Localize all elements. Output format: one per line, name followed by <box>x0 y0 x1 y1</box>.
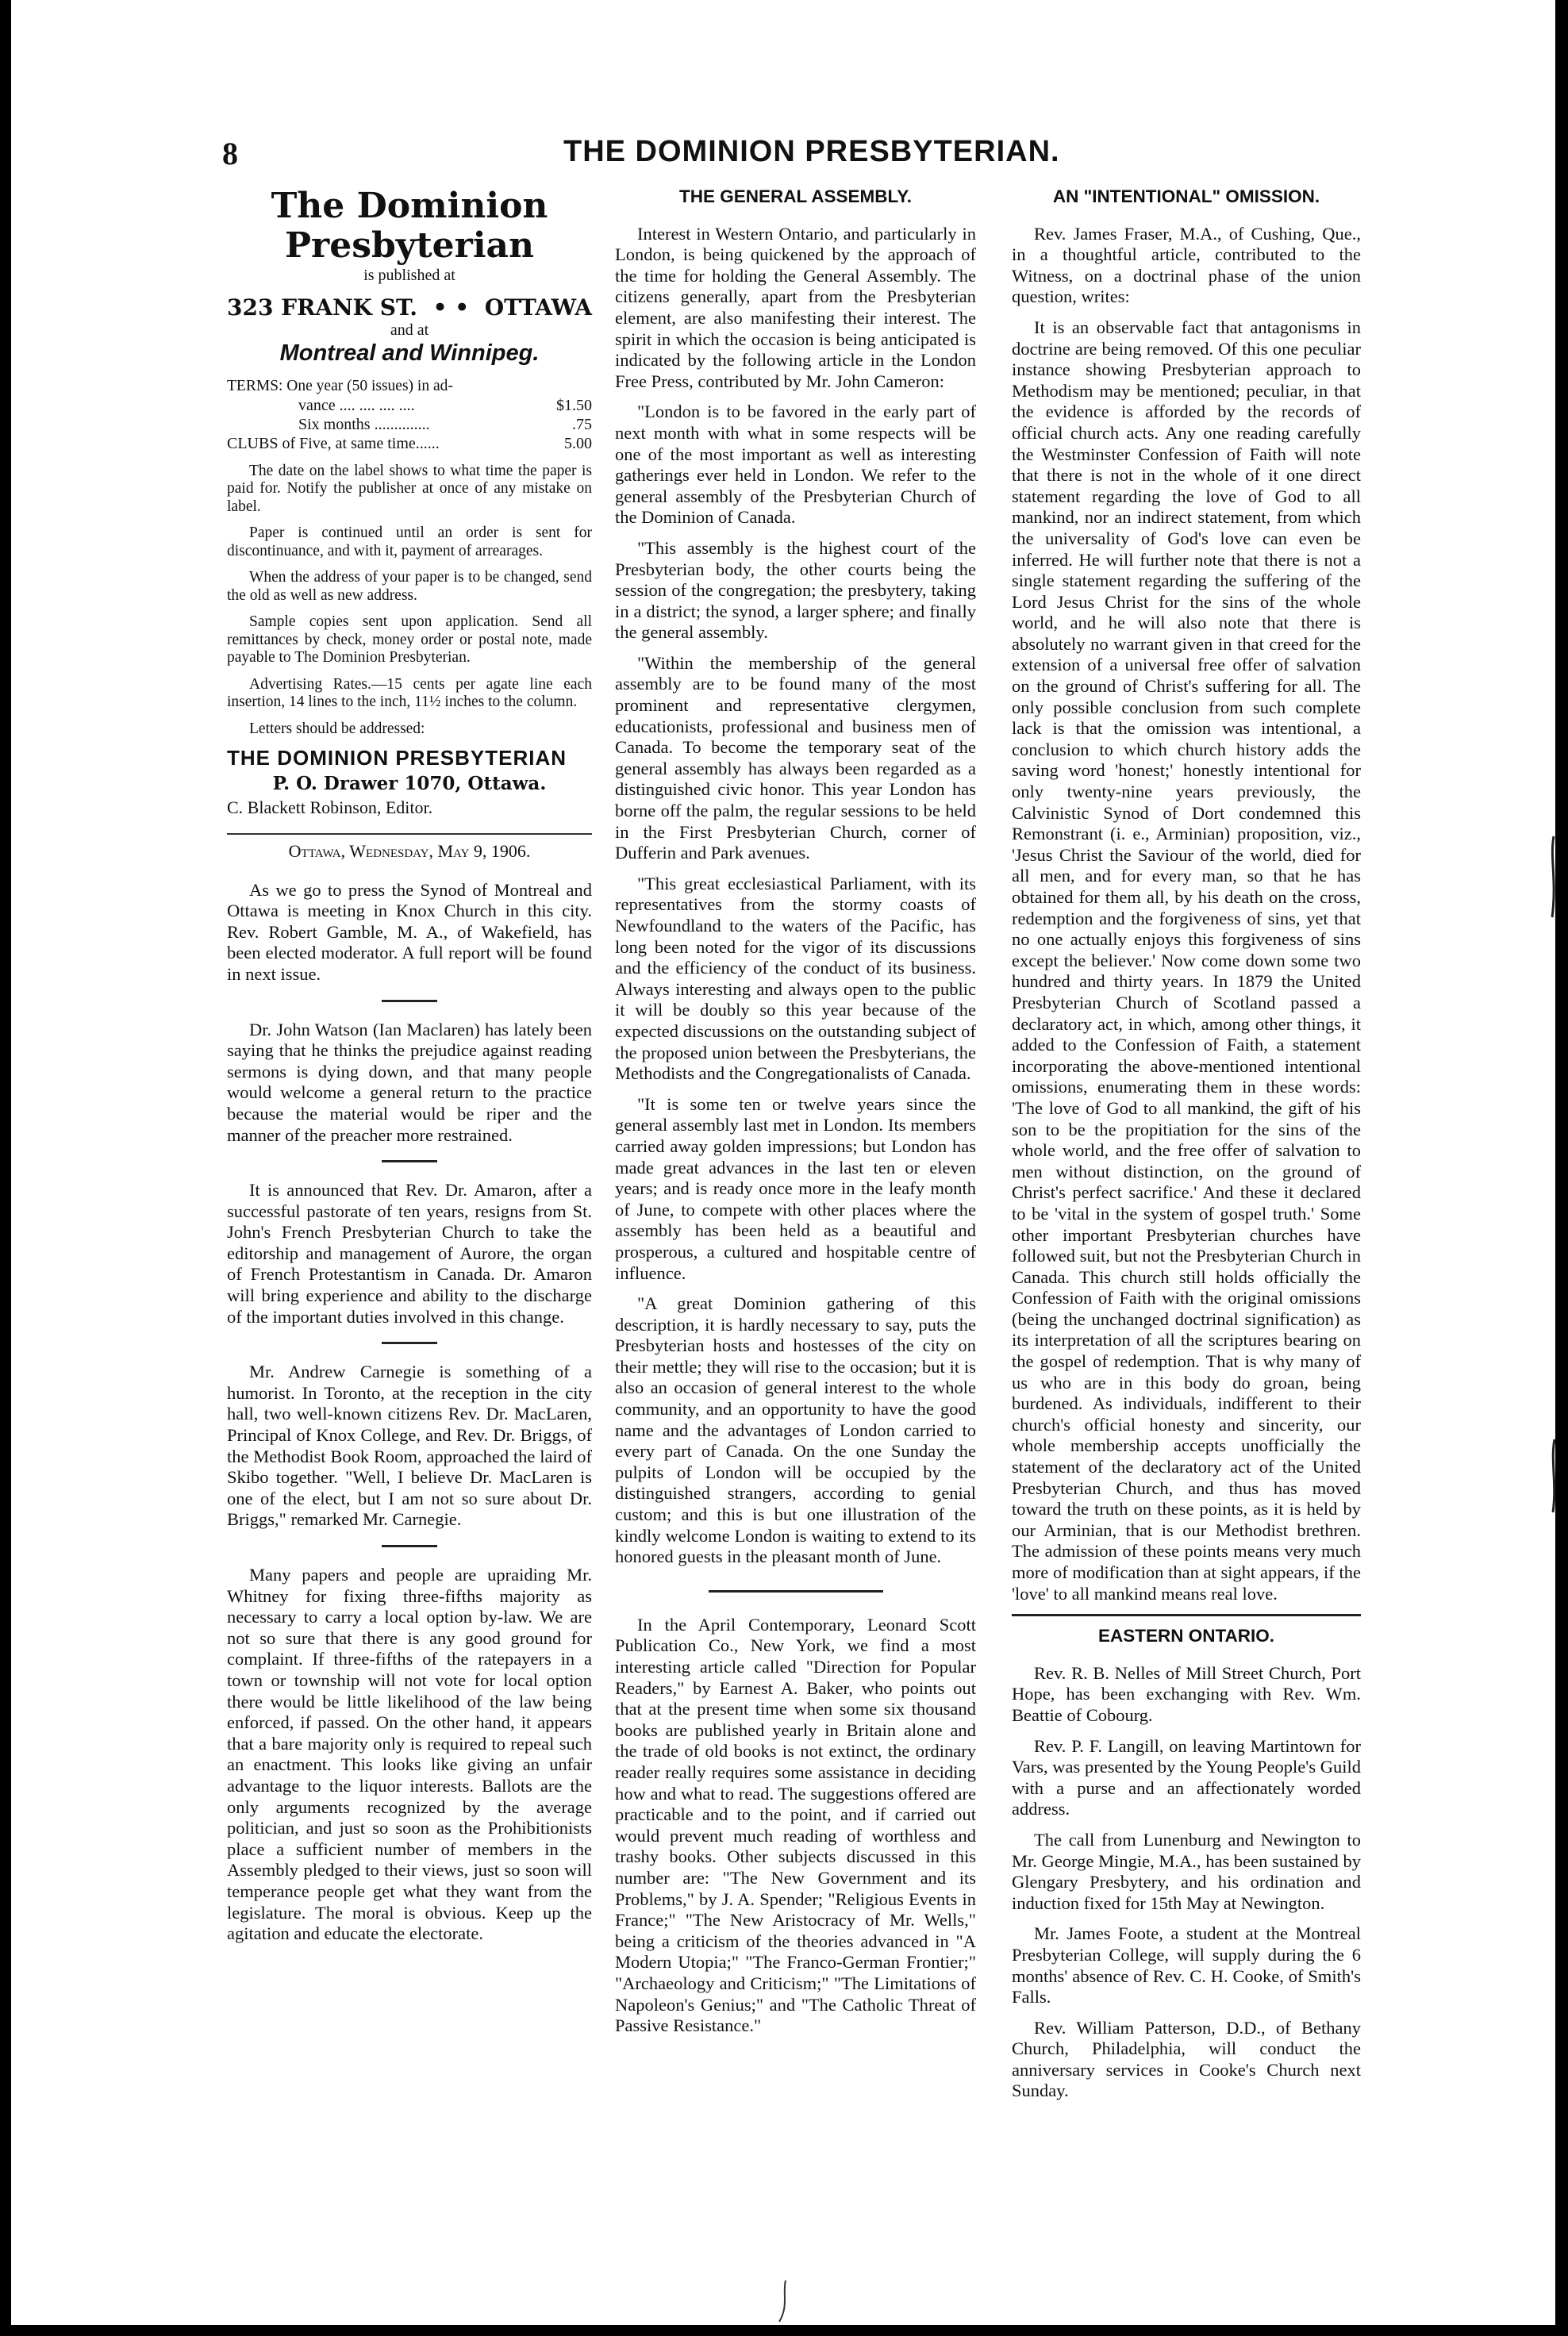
item-synod: As we go to press the Synod of Montreal and Ottawa is meeting in Knox Church in this city. Rev. Robert Gamble, M. A., of Wakefield, has been elected moderator. A full report will be found in next issue. <box>227 879 592 984</box>
column-right <box>1012 186 1361 2111</box>
eastern-item-patterson: Rev. William Patterson, D.D., of Bethany Church, Philadelphia, will conduct the anniversary services in Cooke's Church next Sunday. <box>1012 2017 1361 2101</box>
scan-border-right <box>1555 0 1568 2336</box>
terms-block <box>227 378 592 738</box>
terms-six-months-row <box>227 415 592 434</box>
assembly-quote-2: "This assembly is the highest court of the Presbyterian body, the other courts being the session of the congregation; the presbytery, taking in a district; the synod, a larger sphere; and finally the general assembly. <box>615 537 976 643</box>
terms-advance: vance .... .... .... .... <box>298 396 415 414</box>
omission-intro: Rev. James Fraser, M.A., of Cushing, Que., in a thoughtful article, contributed to the Witness, on a doctrinal phase of the union question, writes: <box>1012 223 1361 307</box>
heading-general-assembly: THE GENERAL ASSEMBLY. <box>679 186 912 206</box>
eastern-item-nelles: Rev. R. B. Nelles of Mill Street Church, Port Hope, has been exchanging with Rev. Wm. Beattie of Cobourg. <box>1012 1662 1361 1725</box>
assembly-quote-6: "A great Dominion gathering of this description, it is hardly necessary to say, puts the Presbyterian hosts and hostesses of the city on their mettle; they will rise to the occasion; but it is also an occasion of general interest to the whole community, and an opportunity to have the good name and the advantages of London carried to every part of Canada. On the one Sunday the pulpits of London will be occupied by the distinguished strangers, according to genial custom; and this is but one illustration of the kindly welcome London is waiting to extend to its honored guests in the pleasant month of June. <box>615 1293 976 1567</box>
terms-six-months: Six months .............. <box>298 415 430 433</box>
masthead-cities: Montreal and Winnipeg. <box>279 340 540 366</box>
paper-title: THE DOMINION PRESBYTERIAN. <box>563 135 1060 168</box>
issue-dateline: Ottawa, Wednesday, May 9, 1906. <box>227 833 592 863</box>
terms-advance-row <box>227 396 592 415</box>
terms-clubs: CLUBS of Five, at same time...... <box>227 434 440 452</box>
terms-six-months-price: .75 <box>572 415 592 433</box>
eastern-item-langill: Rev. P. F. Langill, on leaving Martintown for Vars, was presented by the Young People's Guild with a purse and an affectionately worded address. <box>1012 1735 1361 1819</box>
scan-border-left <box>0 0 11 2336</box>
column-left <box>227 186 592 1954</box>
ink-stroke-icon <box>762 2277 809 2325</box>
divider <box>382 1000 437 1002</box>
publisher-editor: C. Blackett Robinson, Editor. <box>227 797 433 818</box>
masthead-bullets: • • <box>432 294 470 321</box>
eastern-item-mingie: The call from Lunenburg and Newington to Mr. George Mingie, M.A., has been sustained by Glengary Presbytery, and his ordination and induction fixed for 15th May at Newington. <box>1012 1829 1361 1913</box>
scan-border-bottom <box>0 2325 1568 2336</box>
masthead-published-at: is published at <box>363 267 455 284</box>
heading-eastern-ontario: EASTERN ONTARIO. <box>1012 1614 1361 1647</box>
notice-sample-copies: Sample copies sent upon application. Send all remittances by check, money order or postal note, made payable to The Dominion Presbyterian. <box>227 613 592 667</box>
masthead-name: The Dominion Presbyterian <box>271 186 548 266</box>
notice-advertising: Advertising Rates.—15 cents per agate line each insertion, 14 lines to the inch, 11½ inches to the column. <box>227 675 592 711</box>
assembly-quote-4: "This great ecclesiastical Parliament, with its representatives from the stormy coasts of Newfoundland to the waters of the Pacific, has long been noted for the vigor of its discussions and the efficiency of the conduct of its business. Always interesting and always open to the public it will be doubly so this year because of the expected discussions on the outstanding subject of the proposed union between the Presbyterians, the Methodists and the Congregationalists of Canada. <box>615 873 976 1084</box>
terms-advance-price: $1.50 <box>556 396 592 414</box>
assembly-quote-5: "It is some ten or twelve years since the general assembly last met in London. Its members carried away golden impressions; but London has made great advances in the last ten or eleven years; and is ready once more in the leafy month of June, to compete with other places where the assembly has been held as a beautiful and prosperous, a cultured and hospitable centre of influence. <box>615 1093 976 1283</box>
assembly-intro: Interest in Western Ontario, and particularly in London, is being quickened by the approach of the time for holding the General Assembly. The citizens generally, apart from the Presbyterian element, are also manifesting their interest. The spirit in which the occasion is being anticipated is indicated by the following article in the London Free Press, contributed by Mr. John Cameron: <box>615 223 976 391</box>
divider <box>382 1342 437 1344</box>
publisher-name: THE DOMINION PRESBYTERIAN <box>227 746 567 770</box>
assembly-quote-3: "Within the membership of the general assembly are to be found many of the most prominent and representative clergymen, educationists, professional and business men of Canada. To become the temporary seat of the general assembly has always been regarded as a distinguished civic honor. This year London has borne off the palm, the regular sessions to be held in the First Presbyterian Church, corner of Dufferin and Park avenues. <box>615 652 976 863</box>
item-carnegie: Mr. Andrew Carnegie is something of a humorist. In Toronto, at the reception in the city hall, two well-known citizens Rev. Dr. MacLaren, Principal of Knox College, and Rev. Dr. Briggs, of the Methodist Book Room, approached the laird of Skibo together. "Well, I believe Dr. MacLaren is one of the elect, but I am not so sure about Dr. Briggs," remarked Mr. Carnegie. <box>227 1362 592 1530</box>
terms-clubs-row <box>227 434 592 453</box>
masthead-street: 323 FRANK ST. <box>227 294 417 321</box>
item-amaron: It is announced that Rev. Dr. Amaron, after a successful pastorate of ten years, resigns from St. John's French Presbyterian Church to take the editorship and management of Aurore, the organ of French Protestantism in Canada. Dr. Amaron will bring experience and ability to the discharge of the important duties involved in this change. <box>227 1180 592 1327</box>
margin-mark-icon <box>1547 833 1560 920</box>
divider <box>382 1545 437 1547</box>
notice-date-label: The date on the label shows to what time the paper is paid for. Notify the publisher at once of any mistake on label. <box>227 462 592 515</box>
assembly-quote-1: "London is to be favored in the early part of next month with what in some respects will be one of the most important as well as interesting gatherings ever held in London. We refer to the general assembly of the Presbyterian Church of the Dominion of Canada. <box>615 402 976 528</box>
eastern-item-foote: Mr. James Foote, a student at the Montreal Presbyterian College, will supply during the 6 months' absence of Rev. C. H. Cooke, of Smith's Falls. <box>1012 1923 1361 2008</box>
masthead-city: OTTAWA <box>484 294 592 321</box>
masthead-and-at: and at <box>390 321 429 339</box>
margin-mark-icon <box>1547 1436 1560 1516</box>
item-watson: Dr. John Watson (Ian Maclaren) has lately been saying that he thinks the prejudice against reading sermons is dying down, and that many people would welcome a general return to the practice because the material would be riper and the manner of the preacher more restrained. <box>227 1019 592 1145</box>
terms-label: TERMS: One year (50 issues) in ad- <box>227 378 453 395</box>
item-contemporary: In the April Contemporary, Leonard Scott Publication Co., New York, we find a most interesting article called "Direction for Popular Readers," by Earnest A. Baker, who points out that at the present time when some six thousand books are published yearly in Britain alone and the trade of old books is not extinct, the ordinary reader really requires some assistance in deciding how and what to read. The suggestions offered are practicable and to the point, and if carried out would prevent much reading of worthless and trashy books. Other subjects discussed in this number are: "The New Government and its Problems," by J. A. Spender; "Religious Events in France;" "The New Aristocracy of Mr. Wells," being a criticism of the theories advanced in "A Modern Utopia;" "The Franco-German Frontier;" "Archaeology and Criticism;" "The Limitations of Napoleon's Genius;" and "The Catholic Threat of Passive Resistance." <box>615 1614 976 2036</box>
column-middle <box>615 186 976 2046</box>
masthead-address <box>227 294 592 321</box>
item-whitney: Many papers and people are upraiding Mr. Whitney for fixing three-fifths majority as necessary to carry a local option by-law. We are not so sure that there is any good ground for complaint. If three-fifths of the ratepayers in a town or township will not vote for local option there would be little likelihood of the law being enforced, if passed. On the other hand, it appears that a bare majority only is required to repeal such an enactment. This looks like giving an unfair advantage to the liquor interests. Ballots are the only arguments recognized by the average politician, and just so soon as the Prohibitionists place a sufficient number of members in the Assembly pledged to their views, just so soon will temperance people get what they want from the legislature. The moral is obvious. Keep up the agitation and educate the electorate. <box>227 1565 592 1944</box>
divider <box>709 1590 883 1593</box>
terms-clubs-price: 5.00 <box>564 434 592 452</box>
omission-body: It is an observable fact that antagonisms in doctrine are being removed. Of this one peculiar instance showing Presbyterian approach to Methodism may be mentioned; peculiar, in that the evidence is afforded by the records of official church acts. Any one reading carefully the Westminster Confession of Faith will note that there is not in the whole of it one direct statement regarding the love of God to all mankind, nor an indirect statement, from which the universality of God's love can even be inferred. He will further note that there is not a single statement regarding the suffering of the Lord Jesus Christ for the sins of the whole world, and he will also note that there is absolutely no warrant given in that creed for the extension of a universal free offer of salvation on the ground of Christ's suffering for all. The only possible conclusion from such complete lack is that the omission was intentional, a conclusion to which church history adds the saving word 'honest;' honestly intentional for only twenty-nine years previously, the Calvinistic Synod of Dort condemned this Remonstrant (i. e., Arminian) proposition, viz., 'Jesus Christ the Saviour of the world, died for all men, and for every man, so that he has obtained for them all, by his death on the cross, redemption and the forgiveness of sins, yet that no one actually enjoys this forgiveness of sins except the believer.' Now come down some two hundred and thirty years. In 1879 the United Presbyterian Church of Scotland passed a declaratory act, in which, among other things, it added to the Confession of Faith, a statement incorporating the above-mentioned intentional omissions, enumerating them in these words: 'The love of God to all mankind, the gift of his son to be the propitiation for the sins of the whole world, and the free offer of salvation to men without distinction, on the ground of Christ's perfect sacrifice.' And these it declared to be 'vital in the system of gospel truth.' Some other important Presbyterian churches have followed suit, but not the Presbyterian Church in Canada. This church still holds officially the Confession of Faith with the original omissions (being the unchanged doctrinal signification) as its interpretation of all the scriptures bearing on the gospel of redemption. That is why many of us who are in this body do groan, being burdened. As individuals, indifferent to their church's official honesty and sincerity, our whole membership accepts unofficially the statement of the declaratory act of the United Presbyterian Church, and thus has moved toward the truth on these points, as it is held by our Arminian, that is our Methodist brethren. The admission of these points means very much more of modification than at sight appears, if the 'love' to all mankind means real love. <box>1012 317 1361 1604</box>
publisher-drawer: P. O. Drawer 1070, Ottawa. <box>272 772 547 794</box>
notice-continued: Paper is continued until an order is sent for discontinuance, and with it, payment of arrearages. <box>227 524 592 559</box>
divider <box>382 1160 437 1162</box>
notice-letters: Letters should be addressed: <box>249 720 425 737</box>
page-number: 8 <box>222 136 238 171</box>
page-header <box>222 135 1357 182</box>
heading-intentional-omission: AN "INTENTIONAL" OMISSION. <box>1052 186 1320 206</box>
notice-address-change: When the address of your paper is to be changed, send the old as well as new address. <box>227 569 592 604</box>
